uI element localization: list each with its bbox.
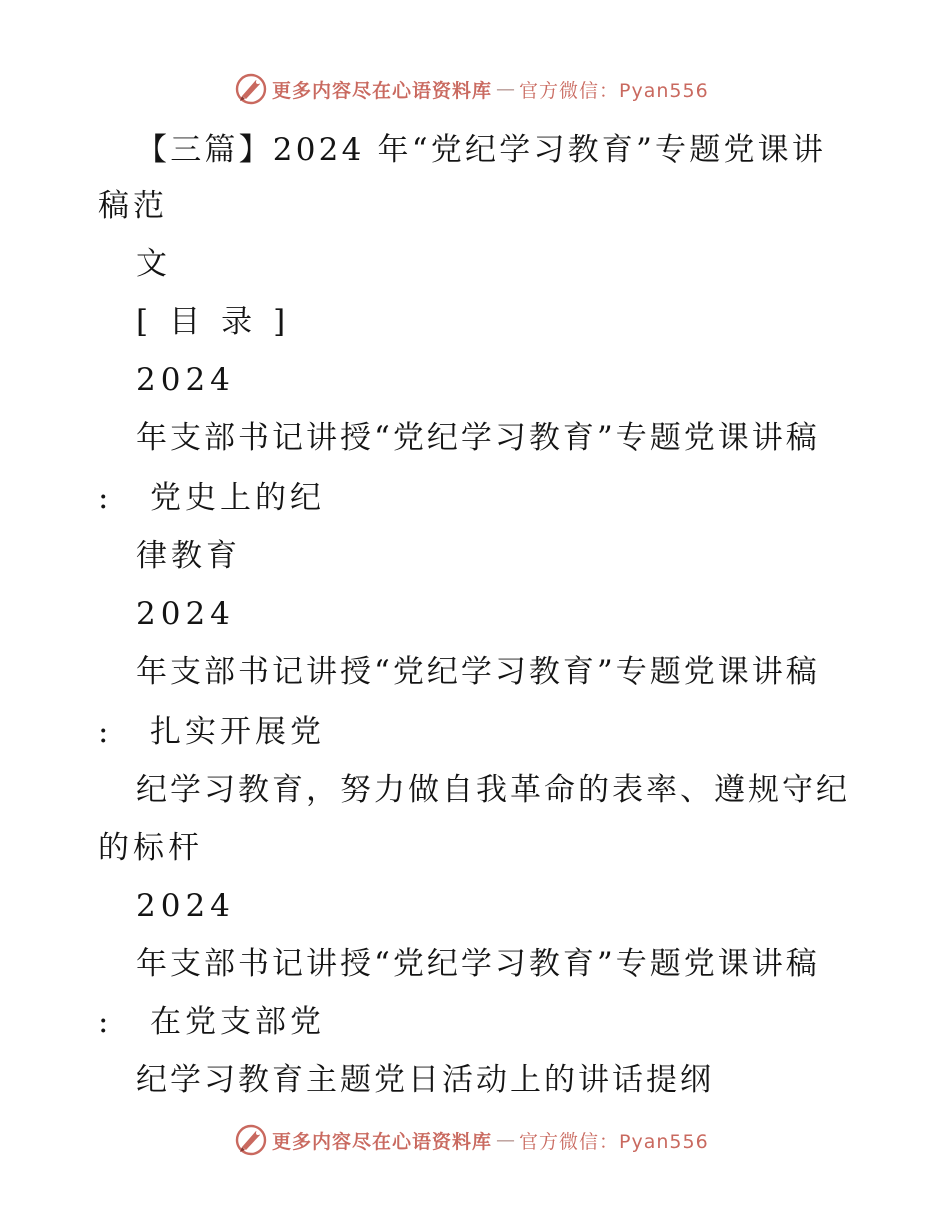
toc-heading [136,302,306,342]
toc-entry-3-subtitle: 在党支部党 [150,1004,325,1040]
toc-entry-1-colon: : [98,480,113,516]
pen-logo-icon [234,72,268,106]
toc-entry-2-line-a: 年支部书记讲授“党纪学习教育”专题党课讲稿 [136,654,820,690]
toc-entry-3-year: 2024 [136,888,235,924]
document-title-line-1: 【三篇】2024 年“党纪学习教育”专题党课讲 [136,132,827,168]
watermark-header [234,72,709,106]
toc-bracket-close: ] [273,304,286,340]
toc-entry-2-line-d: 的标杆 [98,830,203,866]
toc-bracket-open: [ [136,304,149,340]
toc-entry-2-year: 2024 [136,596,235,632]
watermark-brand: 更多内容尽在心语资料库 [272,1130,493,1153]
watermark-contact: 官方微信：Pyan556 [519,79,709,102]
document-title-line-3: 文 [136,246,171,282]
watermark-brand: 更多内容尽在心语资料库 [272,79,493,102]
toc-char-lu: 录 [221,304,253,340]
toc-entry-2-line-c: 纪学习教育，努力做自我革命的表率、遵规守纪 [136,772,850,808]
toc-entry-2-colon: : [98,714,113,750]
toc-entry-1-subtitle: 党史上的纪 [150,480,325,516]
watermark-contact: 官方微信：Pyan556 [519,1130,709,1153]
pen-logo-icon [234,1123,268,1157]
toc-entry-1-line-b [98,478,325,518]
watermark-separator: — [496,1129,516,1151]
watermark-separator: — [496,78,516,100]
toc-entry-1-year: 2024 [136,362,235,398]
toc-entry-3-colon: : [98,1004,113,1040]
watermark-footer [234,1123,709,1157]
toc-entry-2-line-b [98,712,325,752]
toc-entry-3-line-c: 纪学习教育主题党日活动上的讲话提纲 [136,1062,714,1098]
toc-char-mu: 目 [169,304,201,340]
toc-entry-1-line-c: 律教育 [136,538,241,574]
toc-entry-3-line-b [98,1002,325,1042]
document-title-line-2: 稿范 [98,188,168,224]
toc-entry-1-line-a: 年支部书记讲授“党纪学习教育”专题党课讲稿 [136,420,820,456]
toc-entry-3-line-a: 年支部书记讲授“党纪学习教育”专题党课讲稿 [136,946,820,982]
toc-entry-2-subtitle: 扎实开展党 [150,714,325,750]
